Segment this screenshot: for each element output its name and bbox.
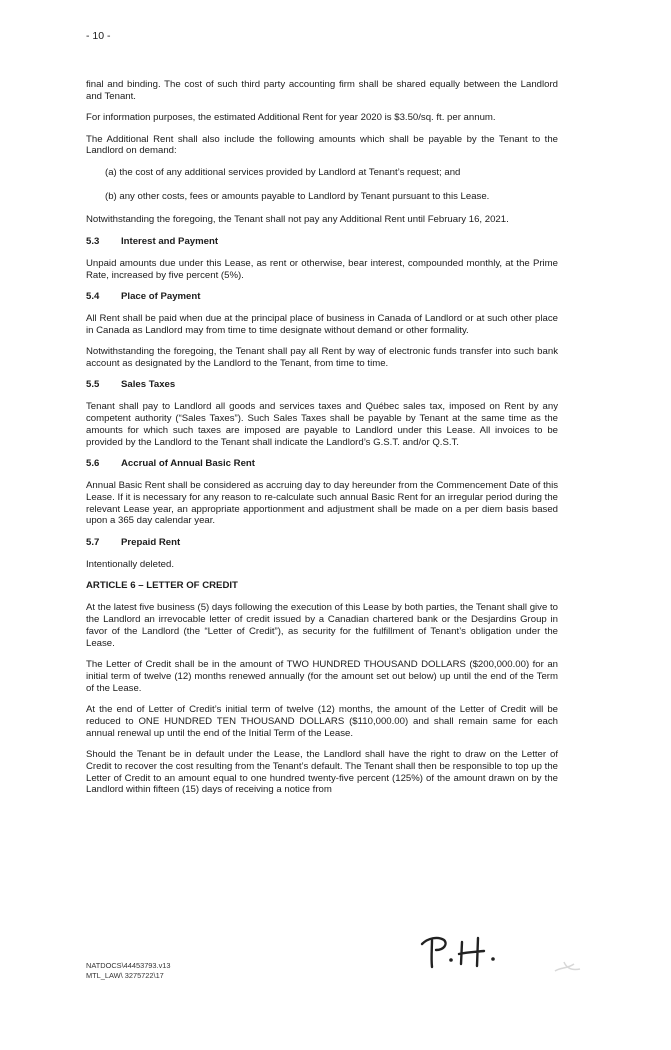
- section-title: Interest and Payment: [121, 235, 219, 247]
- section-heading: [86, 537, 558, 549]
- section-title: Place of Payment: [121, 290, 201, 302]
- paragraph: At the end of Letter of Credit’s initial term of twelve (12) months, the amount of the Letter of Credit will be reduced to ONE HUNDRED TEN THOUSAND DOLLARS ($110,000.00) and shall remain same for each annual renewal up until the end of the Initial Term of the Lease.: [86, 704, 558, 739]
- section-number: 5.5: [86, 379, 100, 391]
- document-body: [86, 79, 558, 806]
- list-item: (a) the cost of any additional services provided by Landlord at Tenant’s request; and: [105, 166, 461, 178]
- section-number: 5.6: [86, 458, 100, 470]
- page-number: - 10 -: [86, 30, 111, 42]
- doc-reference: MTL_LAW\ 3275722\17: [86, 971, 164, 980]
- paragraph: final and binding. The cost of such third party accounting firm shall be shared equally between the Landlord and Tenant.: [86, 79, 558, 102]
- paragraph: Notwithstanding the foregoing, the Tenant shall not pay any Additional Rent until February 16, 2021.: [86, 214, 509, 226]
- section-heading: [86, 458, 558, 470]
- section-title: Prepaid Rent: [121, 536, 181, 548]
- paragraph: Intentionally deleted.: [86, 558, 175, 570]
- paragraph: Annual Basic Rent shall be considered as accruing day to day hereunder from the Commencement Date of this Lease. If it is necessary for any reason to re-calculate such annual Basic Rent for an irregular period during the relevant Lease year, an appropriate apportionment and adjustment shall be made on a per diem basis based upon a 365 day calendar year.: [86, 480, 558, 527]
- paragraph: All Rent shall be paid when due at the principal place of business in Canada of Landlord or at such other place in Canada as Landlord may from time to time designate without demand or other formality.: [86, 312, 558, 336]
- section-title: Accrual of Annual Basic Rent: [121, 458, 255, 470]
- paragraph: Notwithstanding the foregoing, the Tenant shall pay all Rent by way of electronic funds transfer into such bank account as designated by the Landlord to the Tenant, from time to time.: [86, 346, 558, 369]
- section-title: Sales Taxes: [121, 379, 176, 391]
- article-heading: ARTICLE 6 – LETTER OF CREDIT: [86, 580, 238, 592]
- paragraph: The Letter of Credit shall be in the amount of TWO HUNDRED THOUSAND DOLLARS ($200,000.00) for an initial term of twelve (12) months renewed annually (for the amount set out below) up until the end of the Term of the Lease.: [86, 659, 558, 694]
- paragraph: Tenant shall pay to Landlord all goods and services taxes and Québec sales tax, imposed on Rent by any competent authority (“Sales Taxes”). Such Sales Taxes shall be payable by Tenant at the same time as the amounts for which such taxes are imposed are payable to Landlord under this Lease. All invoices to be provided by the Landlord to the Tenant shall indicate the Landlord’s G.S.T. and/or Q.S.T.: [86, 401, 558, 448]
- paragraph: For information purposes, the estimated Additional Rent for year 2020 is $3.50/sq. ft. per annum.: [86, 112, 496, 124]
- handwritten-initials: [418, 930, 510, 970]
- section-number: 5.7: [86, 536, 100, 548]
- section-heading: [86, 379, 558, 391]
- paragraph: At the latest five business (5) days following the execution of this Lease by both parties, the Tenant shall give to the Landlord an irrevocable letter of credit issued by a Canadian chartered bank or the Desjardins Group in favor of the Landlord (the “Letter of Credit”), as security for the fulfillment of Tenant’s obligation under the Lease.: [86, 602, 558, 649]
- paragraph: Unpaid amounts due under this Lease, as rent or otherwise, bear interest, compounded monthly, at the Prime Rate, increased by five percent (5%).: [86, 257, 558, 281]
- section-heading: [86, 236, 558, 248]
- stamp-smudge: [552, 956, 584, 976]
- list-item: (b) any other costs, fees or amounts payable to Landlord by Tenant pursuant to this Lease.: [105, 190, 490, 202]
- paragraph: The Additional Rent shall also include the following amounts which shall be payable by the Tenant to the Landlord on demand:: [86, 133, 558, 157]
- document-footer: [86, 961, 171, 981]
- section-heading: [86, 291, 558, 303]
- doc-reference: NATDOCS\44453793.v13: [86, 961, 171, 970]
- section-number: 5.4: [86, 290, 100, 302]
- paragraph: Should the Tenant be in default under the Lease, the Landlord shall have the right to draw on the Letter of Credit to recover the cost resulting from the Tenant’s default. The Tenant shall then be responsible to top up the Letter of Credit to an amount equal to one hundred twenty-five percent (125%) of the amount drawn on by the Landlord within fifteen (15) days of receiving a notice from: [86, 749, 558, 796]
- section-number: 5.3: [86, 235, 100, 247]
